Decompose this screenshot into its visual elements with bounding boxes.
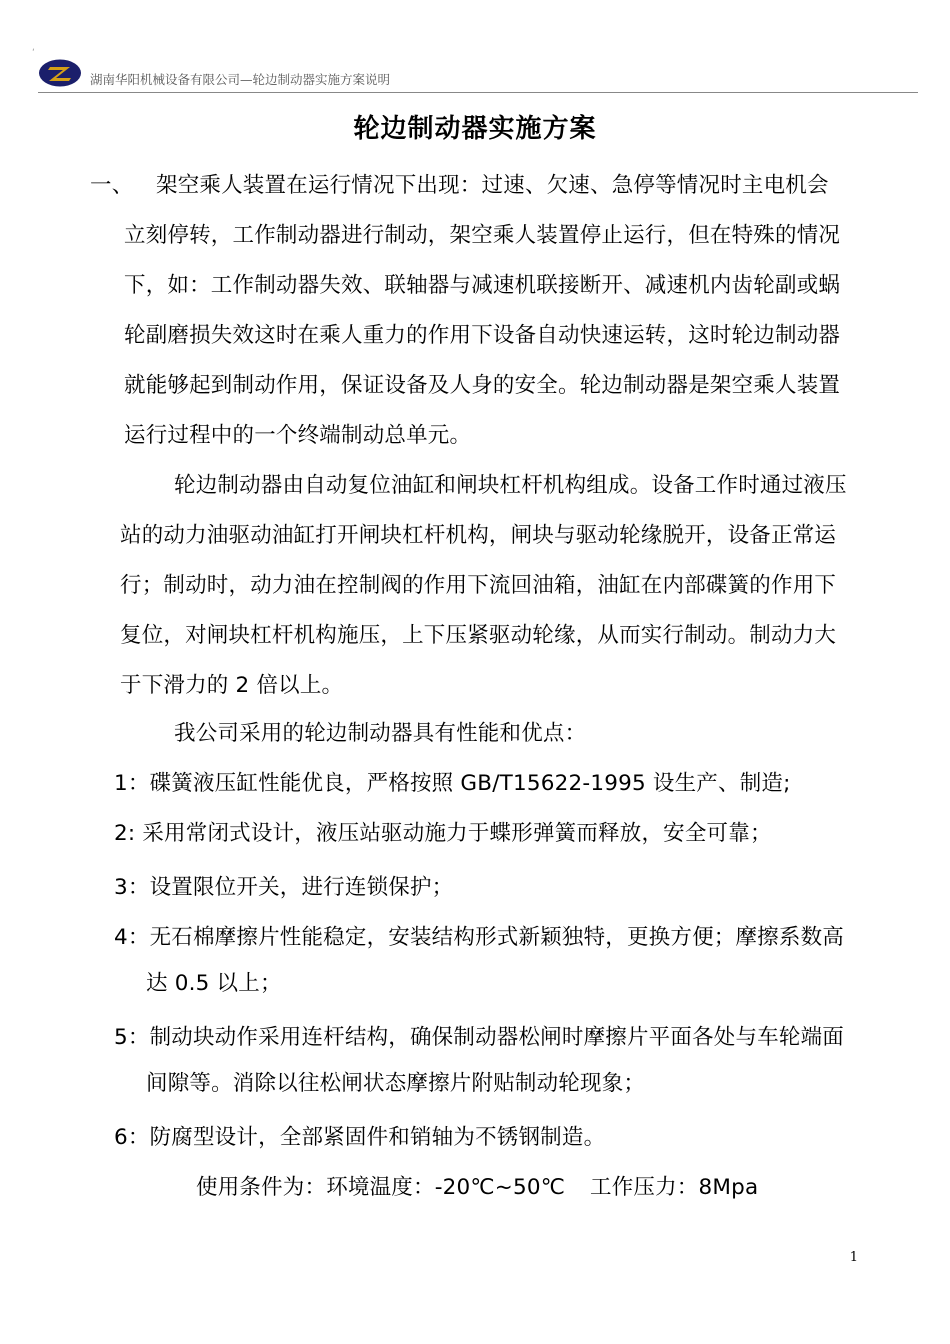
advantage-item: 1：碟簧液压缸性能优良，严格按照 GB/T15622-1995 设生产、制造; — [114, 771, 791, 796]
document-title: 轮边制动器实施方案 — [353, 114, 597, 144]
page-header — [38, 52, 918, 93]
section1-line: 就能够起到制动作用，保证设备及人身的安全。轮边制动器是架空乘人装置 — [124, 373, 841, 398]
advantages-intro: 我公司采用的轮边制动器具有性能和优点： — [174, 721, 587, 746]
section-marker: 一、 — [90, 173, 134, 198]
para2-line: 站的动力油驱动油缸打开闸块杠杆机构，闸块与驱动轮缘脱开，设备正常运 — [120, 523, 837, 548]
section1-line: 轮副磨损失效这时在乘人重力的作用下设备自动快速运转，这时轮边制动器 — [124, 323, 841, 348]
company-logo-icon — [38, 58, 82, 88]
para2-line: 行；制动时，动力油在控制阀的作用下流回油箱，油缸在内部碟簧的作用下 — [120, 573, 837, 598]
advantage-item: 2: 采用常闭式设计，液压站驱动施力于蝶形弹簧而释放，安全可靠； — [114, 821, 772, 846]
advantage-item: 3：设置限位开关，进行连锁保护； — [114, 875, 454, 900]
advantage-item-cont: 达 0.5 以上； — [146, 971, 282, 996]
page-number: 1 — [849, 1250, 858, 1265]
section1-line: 架空乘人装置在运行情况下出现：过速、欠速、急停等情况时主电机会 — [156, 173, 829, 198]
corner-mark: ‘ — [32, 48, 35, 58]
advantage-item: 5：制动块动作采用连杆结构，确保制动器松闸时摩擦片平面各处与车轮端面 — [114, 1025, 844, 1050]
para2-line: 轮边制动器由自动复位油缸和闸块杠杆机构组成。设备工作时通过液压 — [174, 473, 847, 498]
header-company-text: 湖南华阳机械设备有限公司—轮边制动器实施方案说明 — [90, 72, 391, 87]
advantage-item: 6：防腐型设计，全部紧固件和销轴为不锈钢制造。 — [114, 1125, 606, 1150]
para2-line: 于下滑力的 2 倍以上。 — [120, 673, 344, 698]
advantage-item-cont: 间隙等。消除以往松闸状态摩擦片附贴制动轮现象； — [146, 1071, 646, 1096]
section1-line: 立刻停转，工作制动器进行制动，架空乘人装置停止运行，但在特殊的情况 — [124, 223, 841, 248]
conditions-temperature: 使用条件为：环境温度：-20℃~50℃ — [196, 1175, 566, 1200]
conditions-pressure: 工作压力：8Mpa — [590, 1175, 759, 1200]
section1-line: 运行过程中的一个终端制动总单元。 — [124, 423, 472, 448]
advantage-item: 4：无石棉摩擦片性能稳定，安装结构形式新颖独特，更换方便；摩擦系数高 — [114, 925, 844, 950]
section1-line: 下，如：工作制动器失效、联轴器与减速机联接断开、减速机内齿轮副或蜗 — [124, 273, 841, 298]
para2-line: 复位，对闸块杠杆机构施压，上下压紧驱动轮缘，从而实行制动。制动力大 — [120, 623, 837, 648]
